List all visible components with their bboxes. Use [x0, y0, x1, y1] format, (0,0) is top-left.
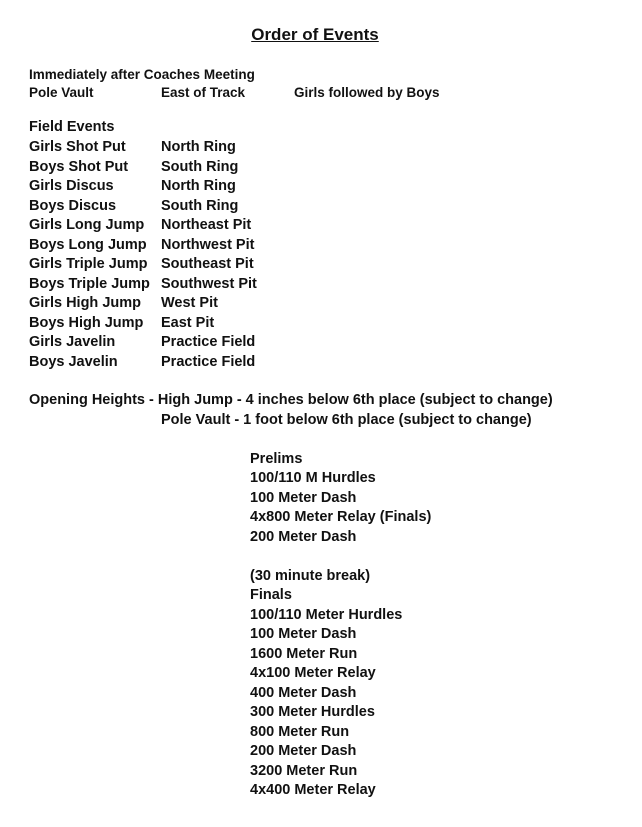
- prelim-event: 4x800 Meter Relay (Finals): [250, 509, 432, 525]
- field-event-name: Boys Shot Put: [29, 158, 129, 175]
- field-event-location: Southwest Pit: [161, 275, 257, 292]
- final-event: 800 Meter Run: [250, 723, 350, 740]
- prelim-event: 200 Meter Dash: [250, 528, 357, 545]
- intro-event: Pole Vault: [29, 85, 94, 100]
- field-event-location: South Ring: [161, 158, 239, 175]
- intro-location: East of Track: [161, 85, 246, 100]
- intro-note: Girls followed by Boys: [294, 85, 440, 100]
- opening-heights-high-jump: Opening Heights - High Jump - 4 inches below 6th place (subject to change): [29, 392, 553, 408]
- field-event-name: Girls Shot Put: [29, 139, 126, 155]
- final-event: 4x100 Meter Relay: [250, 665, 376, 681]
- final-event: 100 Meter Dash: [250, 626, 357, 642]
- field-event-name: Girls Discus: [29, 178, 114, 194]
- final-event: 300 Meter Hurdles: [250, 704, 375, 720]
- final-event: 3200 Meter Run: [250, 762, 358, 779]
- finals-heading: Finals: [250, 587, 292, 603]
- field-event-location: Northeast Pit: [161, 217, 252, 233]
- field-event-location: Practice Field: [161, 353, 256, 370]
- field-event-location: North Ring: [161, 139, 236, 155]
- field-event-name: Girls Javelin: [29, 334, 116, 350]
- field-event-location: Practice Field: [161, 334, 256, 350]
- field-events-heading: Field Events: [29, 119, 115, 135]
- field-event-location: North Ring: [161, 178, 236, 194]
- intro-line: Immediately after Coaches Meeting: [29, 67, 255, 82]
- prelim-event: 100 Meter Dash: [250, 489, 357, 506]
- prelims-heading: Prelims: [250, 451, 303, 467]
- final-event: 200 Meter Dash: [250, 743, 357, 759]
- break-note: (30 minute break): [250, 567, 371, 584]
- prelim-event: 100/110 M Hurdles: [250, 470, 376, 486]
- final-event: 400 Meter Dash: [250, 684, 357, 701]
- field-event-location: West Pit: [161, 295, 218, 311]
- final-event: 4x400 Meter Relay: [250, 782, 376, 798]
- field-event-location: South Ring: [161, 197, 239, 214]
- field-event-location: East Pit: [161, 314, 215, 331]
- field-event-name: Girls High Jump: [29, 295, 141, 311]
- field-event-location: Northwest Pit: [161, 236, 255, 253]
- final-event: 100/110 Meter Hurdles: [250, 606, 403, 623]
- field-event-name: Boys Long Jump: [29, 236, 147, 253]
- page-title: Order of Events: [251, 25, 379, 44]
- field-event-name: Boys High Jump: [29, 314, 144, 331]
- opening-heights-pole-vault: Pole Vault - 1 foot below 6th place (subject to change): [161, 411, 532, 428]
- field-event-name: Girls Long Jump: [29, 217, 145, 233]
- field-event-name: Boys Javelin: [29, 353, 118, 370]
- field-event-name: Girls Triple Jump: [29, 256, 148, 272]
- final-event: 1600 Meter Run: [250, 645, 358, 662]
- field-event-name: Boys Triple Jump: [29, 275, 150, 292]
- field-event-location: Southeast Pit: [161, 256, 254, 272]
- field-event-name: Boys Discus: [29, 197, 117, 214]
